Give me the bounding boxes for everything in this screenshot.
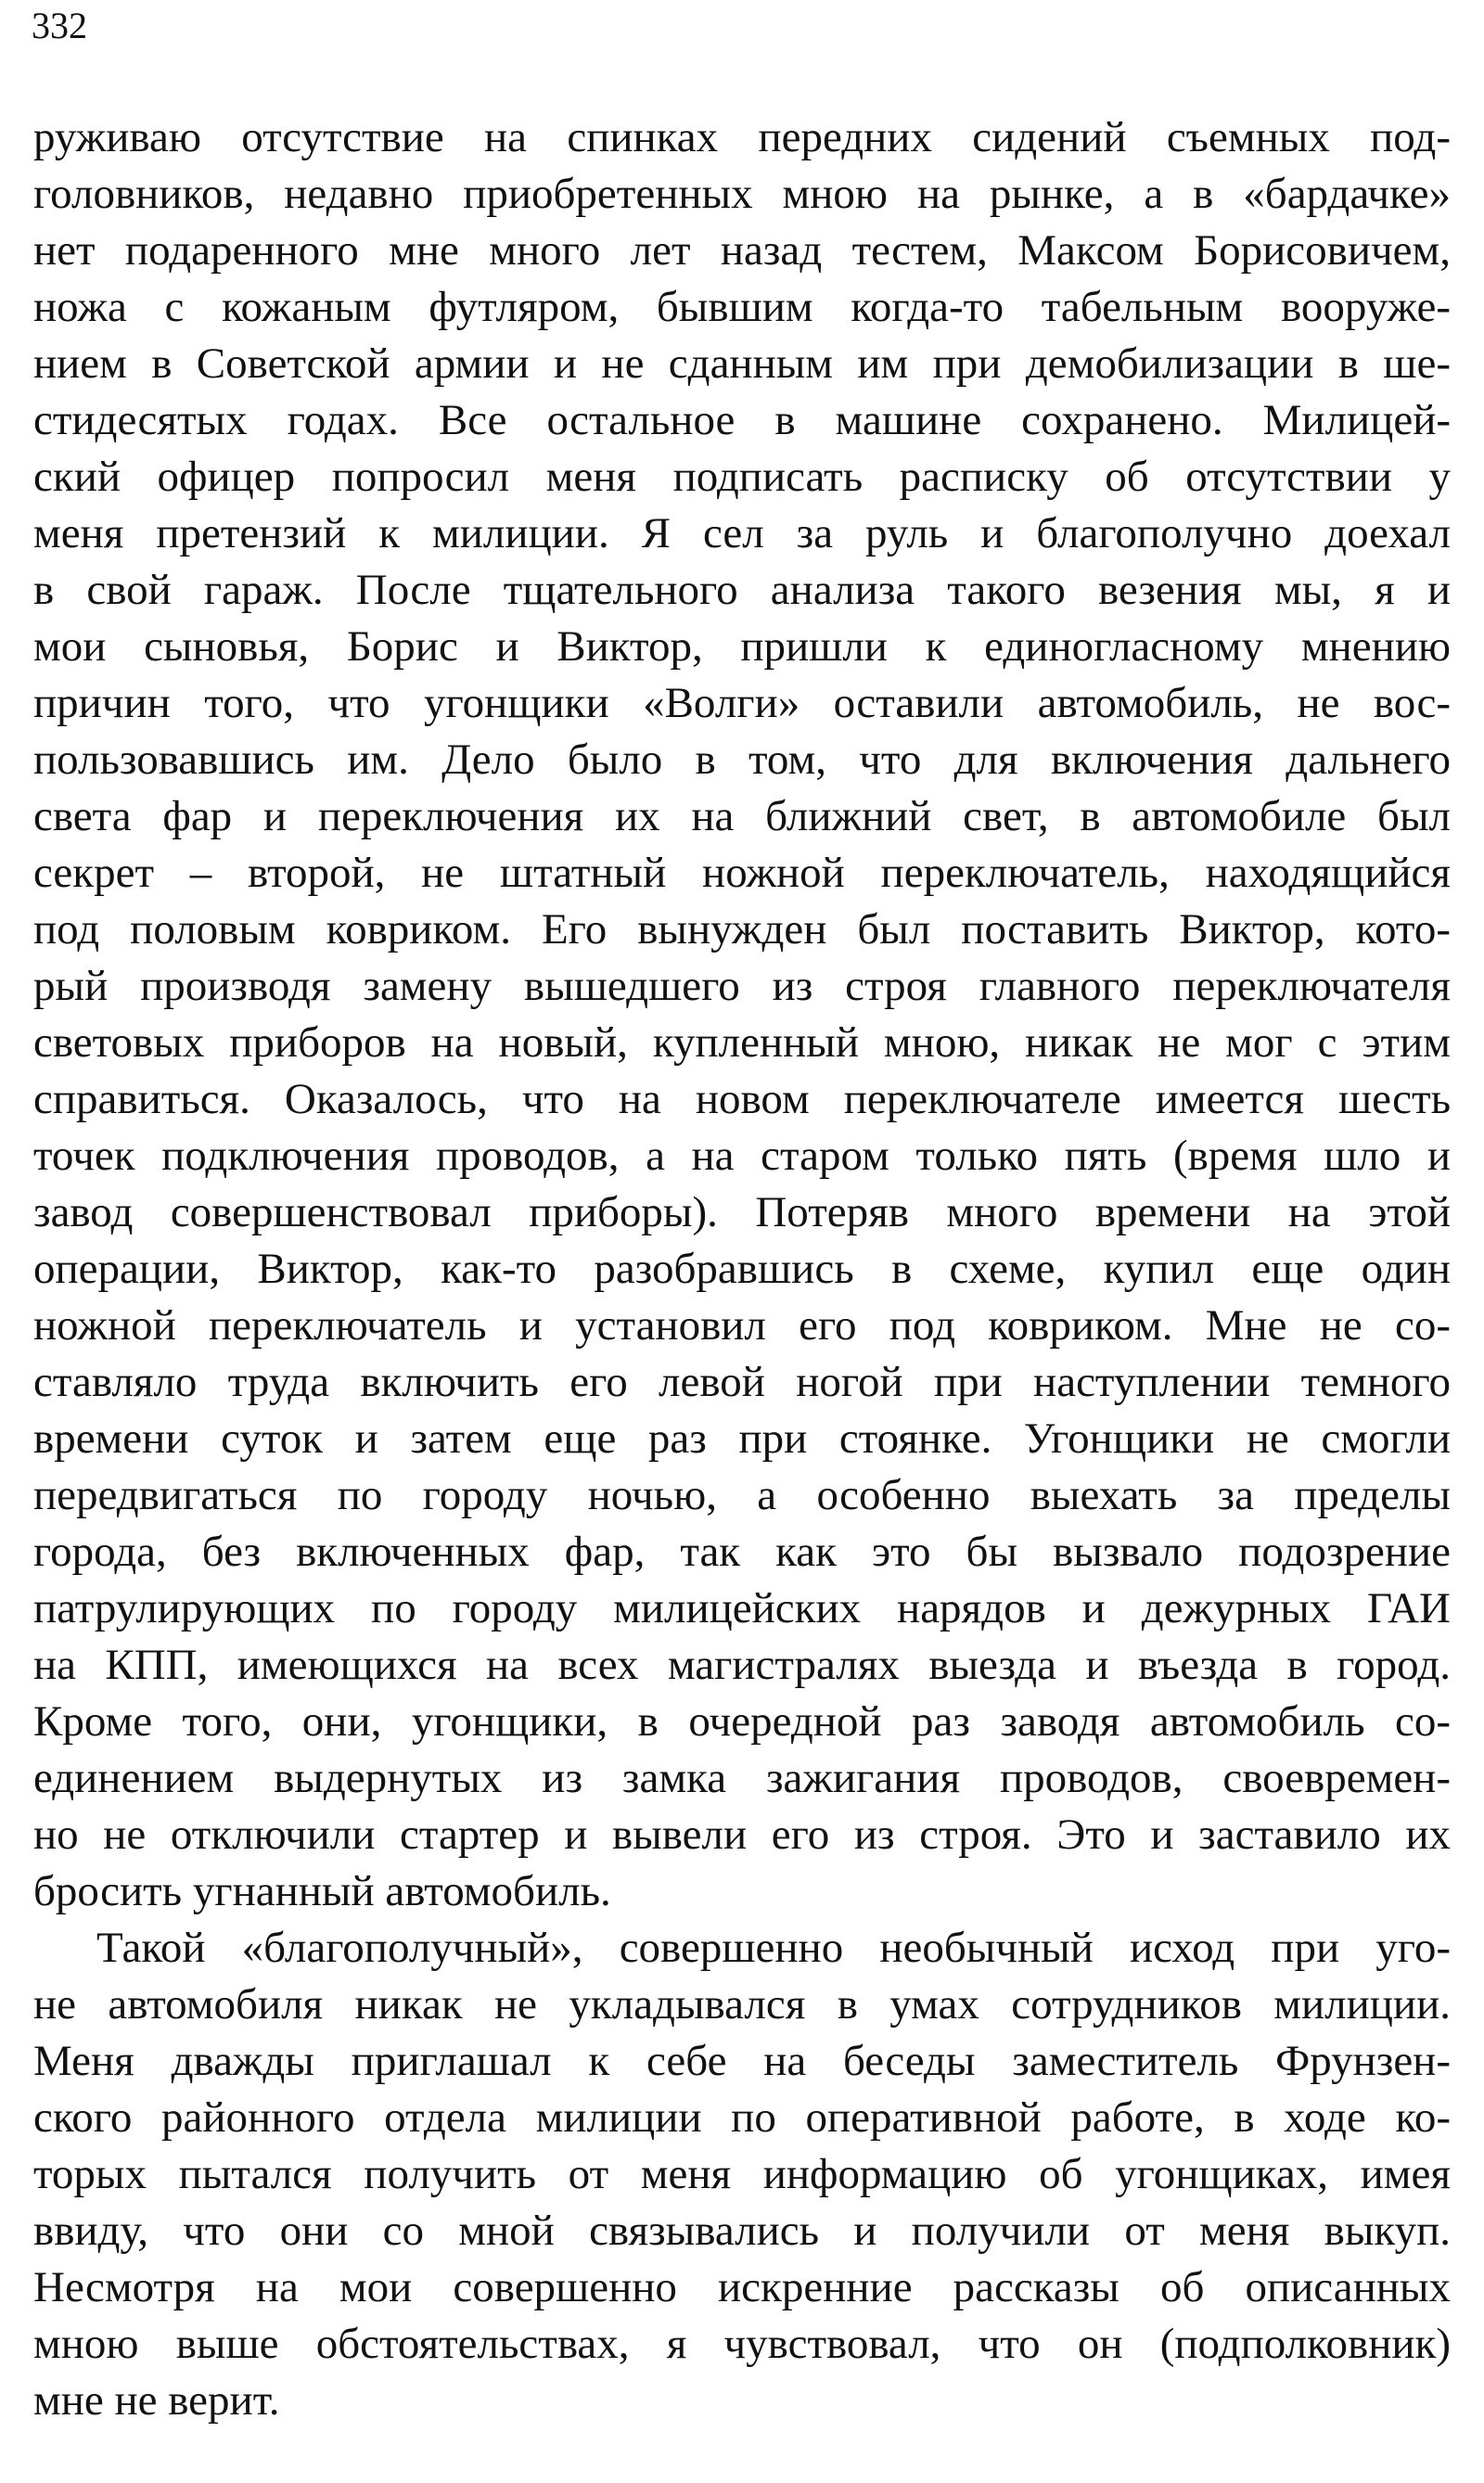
text-line: меня претензий к милиции. Я сел за руль и благополучно доехал	[33, 509, 1451, 557]
text-line: секрет – второй, не штатный ножной переключатель, находящийся	[33, 849, 1451, 897]
text-line: Такой «благополучный», совершенно необычный исход при уго-	[96, 1924, 1451, 1972]
text-line: головников, недавно приобретенных мною на рынке, а в «бардачке»	[33, 170, 1451, 218]
text-line: на КПП, имеющихся на всех магистралях выезда и въезда в город.	[33, 1641, 1451, 1689]
paragraph-2	[33, 1920, 1451, 2429]
text-line: города, без включенных фар, так как это бы вызвало подозрение	[33, 1528, 1451, 1576]
text-line: торых пытался получить от меня информацию об угонщиках, имея	[33, 2150, 1451, 2198]
text-line: патрулирующих по городу милицейских нарядов и дежурных ГАИ	[33, 1584, 1451, 1632]
text-line: нием в Советской армии и не сданным им при демобилизации в ше-	[33, 339, 1451, 388]
text-line: мною выше обстоятельствах, я чувствовал, что он (подполковник)	[33, 2320, 1451, 2368]
text-line: справиться. Оказалось, что на новом переключателе имеется шесть	[33, 1075, 1451, 1123]
text-line: ножа с кожаным футляром, бывшим когда-то табельным вооруже-	[33, 283, 1451, 331]
page-number: 332	[32, 5, 87, 46]
text-line: под половым ковриком. Его вынужден был поставить Виктор, кото-	[33, 905, 1451, 954]
text-line: единением выдернутых из замка зажигания проводов, своевремен-	[33, 1754, 1451, 1802]
text-line: ставляло труда включить его левой ногой при наступлении темного	[33, 1358, 1451, 1406]
text-line: причин того, что угонщики «Волги» оставили автомобиль, не вос-	[33, 679, 1451, 727]
text-line: света фар и переключения их на ближний свет, в автомобиле был	[33, 792, 1451, 840]
text-line: бросить угнанный автомобиль.	[33, 1867, 611, 1915]
text-line: времени суток и затем еще раз при стоянке. Угонщики не смогли	[33, 1414, 1451, 1463]
paragraph-1	[33, 109, 1451, 1920]
text-line: ский офицер попросил меня подписать расписку об отсутствии у	[33, 453, 1451, 501]
text-line: руживаю отсутствие на спинках передних сидений съемных под-	[33, 113, 1451, 161]
text-line: операции, Виктор, как-то разобравшись в схеме, купил еще один	[33, 1245, 1451, 1293]
text-line: Кроме того, они, угонщики, в очередной раз заводя автомобиль со-	[33, 1697, 1451, 1746]
text-line: стидесятых годах. Все остальное в машине сохранено. Милицей-	[33, 396, 1451, 444]
text-line: пользовавшись им. Дело было в том, что для включения дальнего	[33, 736, 1451, 784]
text-line: мои сыновья, Борис и Виктор, пришли к единогласному мнению	[33, 622, 1451, 671]
body-text	[33, 109, 1451, 2429]
text-line: Несмотря на мои совершенно искренние рассказы об описанных	[33, 2263, 1451, 2311]
text-line: рый производя замену вышедшего из строя главного переключателя	[33, 962, 1451, 1010]
text-line: не автомобиля никак не укладывался в умах сотрудников милиции.	[33, 1980, 1451, 2029]
text-line: Меня дважды приглашал к себе на беседы заместитель Фрунзен-	[33, 2037, 1451, 2085]
text-line: но не отключили стартер и вывели его из строя. Это и заставило их	[33, 1811, 1451, 1859]
text-line: передвигаться по городу ночью, а особенно выехать за пределы	[33, 1471, 1451, 1519]
text-line: световых приборов на новый, купленный мною, никак не мог с этим	[33, 1018, 1451, 1067]
text-line: ножной переключатель и установил его под ковриком. Мне не со-	[33, 1301, 1451, 1350]
text-line: ввиду, что они со мной связывались и получили от меня выкуп.	[33, 2207, 1451, 2255]
text-line: завод совершенствовал приборы). Потеряв много времени на этой	[33, 1188, 1451, 1236]
text-line: в свой гараж. После тщательного анализа такого везения мы, я и	[33, 566, 1451, 614]
text-line: нет подаренного мне много лет назад тестем, Максом Борисовичем,	[33, 226, 1451, 275]
text-line: ского районного отдела милиции по оперативной работе, в ходе ко-	[33, 2093, 1451, 2142]
text-line: точек подключения проводов, а на старом только пять (время шло и	[33, 1132, 1451, 1180]
text-line: мне не верит.	[33, 2376, 280, 2425]
